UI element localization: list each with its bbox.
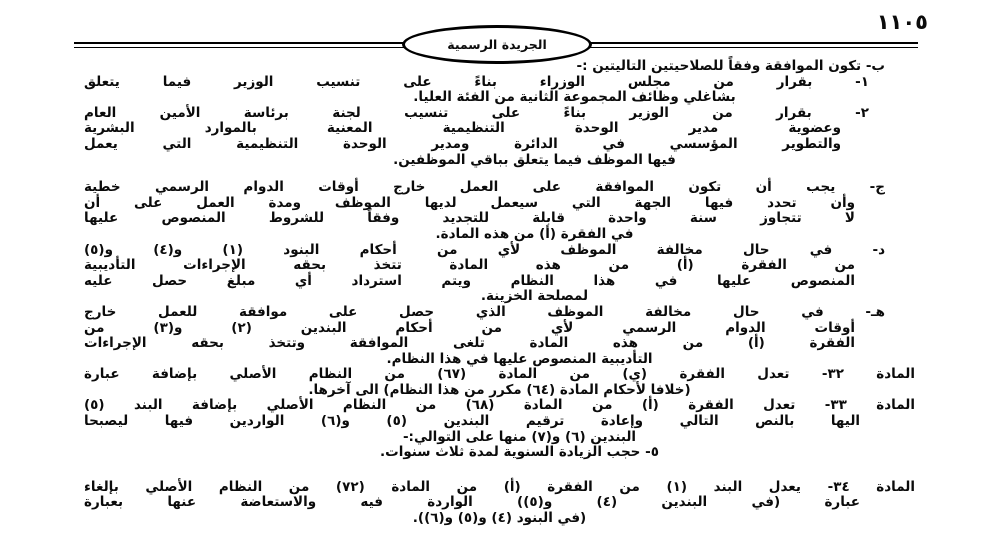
document-line: لمصلحة الخزينة.	[480, 288, 589, 305]
document-line: وأن تحدد فيها الجهة التي سيعمل لديها الموظف ومدة العمل على أن	[84, 194, 855, 211]
document-line: اليها بالنص التالي وإعادة ترقيم البندين (٥) و(٦) الواردين فيها ليصبحا	[84, 413, 861, 430]
document-line: المادة ٣٢- تعدل الفقرة (ي) من المادة (٦٧) من النظام الأصلي بإضافة عبارة	[84, 366, 915, 383]
document-line: بشاغلي وظائف المجموعة الثانية من الفئة العليا.	[413, 89, 736, 106]
document-line: في الفقرة (أ) من هذه المادة.	[435, 225, 634, 242]
document-line: ب- تكون الموافقة وفقاً للصلاحيتين التاليتين :-	[576, 58, 885, 74]
document-line: التأديبية المنصوص عليها في هذا النظام.	[386, 350, 653, 367]
gazette-title-badge	[402, 25, 592, 64]
document-line: هـ- في حال مخالفة الموظف الذي حصل على موافقة للعمل خارج	[84, 303, 885, 320]
document-line: المادة ٣٣- تعدل الفقرة (أ) من المادة (٦٨) من النظام الأصلي بإضافة البند (٥)	[84, 397, 916, 414]
document-line: د- في حال مخالفة الموظف لأي من أحكام البنود (١) و(٤) و(٥)	[84, 241, 885, 258]
document-line: أوقات الدوام الرسمي لأي من أحكام البندين (٢) و(٣) من	[84, 319, 855, 336]
document-line: لا تتجاوز سنة واحدة قابلة للتجديد وفقاً للشروط المنصوص عليها	[84, 210, 855, 227]
gazette-title: الجريدة الرسمية	[447, 37, 547, 52]
document-line: البندين (٦) و(٧) منها على التوالي:-	[402, 428, 637, 445]
document-line: ١- بقرار من مجلس الوزراء بناءً على تنسيب الوزير فيما يتعلق	[84, 73, 869, 90]
page-number: ١١٠٥	[876, 10, 928, 34]
document-line: فيها الموظف فيما يتعلق بباقي الموظفين.	[393, 151, 676, 168]
document-line: الفقرة (أ) من هذه المادة تلغى الموافقة وتتخذ بحقه الإجراءات	[84, 335, 855, 352]
document-lines	[84, 59, 915, 527]
document-line: من الفقرة (أ) من هذه المادة تتخذ بحقه الإجراءات التأديبية	[84, 257, 855, 274]
document-line: وعضوية مدير الوحدة التنظيمية المعنية بالموارد البشرية	[84, 120, 841, 137]
spacer	[84, 461, 915, 480]
document-line: والتطوير المؤسسي في الدائرة ومدير الوحدة التنظيمية التي يعمل	[84, 135, 841, 152]
document-line: ج- يجب أن تكون الموافقة على العمل خارج أوقات الدوام الرسمي خطية	[84, 179, 885, 196]
document-line: (في البنود (٤) و(٥) و(٦)).	[412, 510, 587, 527]
document-line: (خلافا لأحكام المادة (٦٤) مكرر من هذا النظام) الى آخرها.	[308, 381, 691, 398]
document-line: ٢- بقرار من الوزير بناءً على تنسيب لجنة برئاسة الأمين العام	[84, 104, 869, 121]
document-line: المنصوص عليها في هذا النظام ويتم استرداد أي مبلغ حصل عليه	[84, 272, 855, 289]
document-line: المادة ٣٤- يعدل البند (١) من الفقرة (أ) من المادة (٧٢) من النظام الأصلي بإلغاء	[84, 478, 915, 495]
document-line: عبارة (في البندين (٤) و(٥)) الواردة فيه والاستعاضة عنها بعبارة	[84, 494, 861, 511]
document-line: ٥- حجب الزيادة السنوية لمدة ثلاث سنوات.	[380, 444, 659, 461]
